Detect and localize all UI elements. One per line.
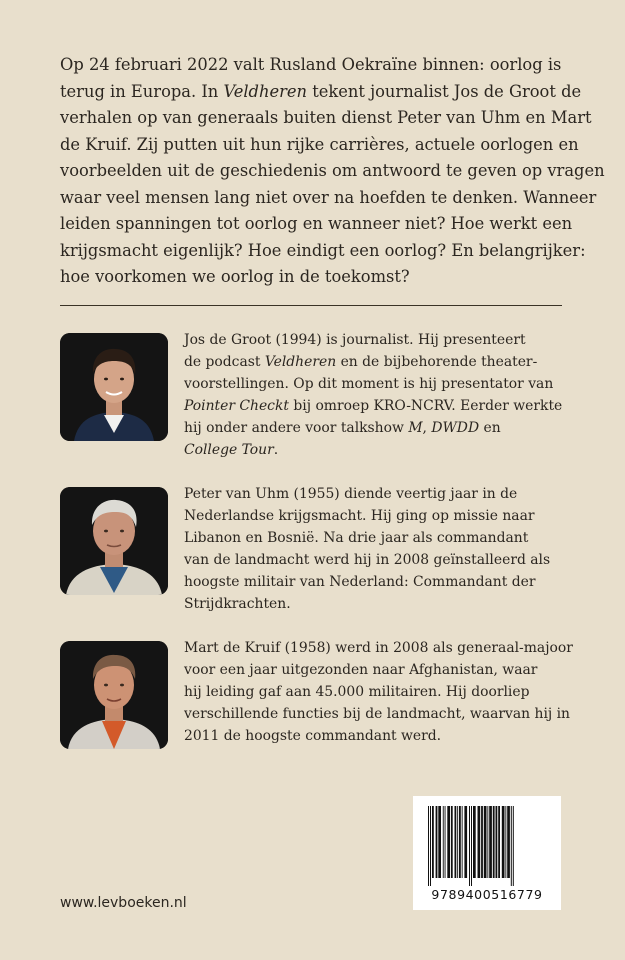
barcode-bar — [487, 806, 488, 878]
section-divider — [60, 305, 562, 306]
barcode-bar — [464, 806, 467, 878]
barcode-bar — [430, 806, 431, 886]
barcode-bar — [447, 806, 450, 878]
description-line: de Kruif. Zij putten uit hun rijke carrières, actuele oorlogen en — [60, 134, 579, 154]
bio-text: . — [273, 442, 279, 458]
portrait-icon — [60, 641, 168, 749]
publisher-website: www.levboeken.nl — [60, 895, 187, 911]
bio-line — [184, 593, 584, 615]
barcode-bar — [502, 806, 505, 878]
barcode-bar — [443, 806, 444, 878]
barcode-bar — [507, 806, 510, 878]
description-line: krijgsmacht eigenlijk? Hoe eindigt een oorlog? En belangrijker: — [60, 240, 586, 260]
barcode-bar — [471, 806, 472, 886]
bio-italic-title: M — [408, 420, 423, 436]
barcode-bar — [473, 806, 476, 878]
barcode-bar — [481, 806, 483, 878]
description-text: tekent journalist Jos de Groot de — [307, 81, 582, 101]
description-line: voorbeelden uit de geschiedenis om antwoord te geven op vragen — [60, 161, 605, 180]
bio-text: en — [479, 420, 501, 436]
barcode-bar — [432, 806, 434, 878]
barcode-bar — [478, 806, 481, 878]
barcode-bar — [462, 806, 463, 878]
barcode-bar — [451, 806, 453, 878]
barcode-bar — [484, 806, 487, 878]
author-photo — [60, 487, 168, 595]
barcode-bar — [513, 806, 514, 886]
bio-line — [184, 439, 584, 461]
barcode-bar — [505, 806, 506, 878]
barcode-bar — [469, 806, 470, 886]
barcode-bar — [496, 806, 498, 878]
book-description — [60, 52, 605, 291]
barcode-icon — [426, 806, 548, 886]
description-text: terug in Europa. In — [60, 81, 224, 101]
portrait-icon — [60, 487, 168, 595]
bio-text: hij onder andere voor talkshow — [184, 420, 409, 436]
bio-text: Strijdkrachten. — [184, 596, 291, 612]
bio-text: Nederlandse krijgsmacht. Hij ging op missie naar — [184, 508, 535, 524]
author-bio — [184, 329, 584, 461]
author-bio — [184, 637, 584, 747]
bio-line — [184, 681, 584, 703]
bio-text: van de landmacht werd hij in 2008 geïnstalleerd als — [184, 552, 551, 568]
bio-text: en de bijbehorende theater- — [336, 354, 538, 370]
bio-text: verschillende functies bij de landmacht, waarvan hij in — [184, 706, 571, 722]
bio-text: hoogste militair van Nederland: Commandant der — [184, 574, 536, 590]
author-photo — [60, 333, 168, 441]
description-line: verhalen op van generaals buiten dienst Peter van Uhm en Mart — [60, 108, 592, 127]
bio-line — [184, 373, 584, 395]
author-photo — [60, 641, 168, 749]
bio-line — [184, 329, 584, 351]
bio-text: Peter van Uhm (1955) diende veertig jaar in de — [184, 486, 518, 502]
barcode-bar — [428, 806, 429, 886]
bio-text: voor een jaar uitgezonden naar Afghanistan, waar — [184, 662, 538, 678]
bio-text: voorstellingen. Op dit moment is hij presentator van — [184, 376, 554, 392]
barcode-bar — [455, 806, 457, 878]
barcode-bar — [493, 806, 495, 878]
description-line — [60, 79, 582, 106]
barcode-bar — [459, 806, 461, 878]
bio-line — [184, 549, 584, 571]
bio-line — [184, 703, 584, 725]
bio-line — [184, 483, 584, 505]
bio-line — [184, 527, 584, 549]
bio-italic-title: Veldheren — [264, 354, 337, 370]
barcode-bar — [438, 806, 441, 878]
bio-line — [184, 637, 584, 659]
bio-text: de podcast — [184, 354, 265, 370]
bio-line — [184, 659, 584, 681]
barcode-bar — [457, 806, 458, 878]
isbn-number: 9789400516779 — [431, 887, 543, 902]
portrait-icon — [60, 333, 168, 441]
bio-text: Libanon en Bosnië. Na drie jaar als commandant — [184, 530, 529, 546]
isbn-barcode — [413, 796, 561, 910]
bio-line — [184, 505, 584, 527]
description-line: Op 24 februari 2022 valt Rusland Oekraïne binnen: oorlog is — [60, 55, 562, 74]
bio-line — [184, 571, 584, 593]
bio-italic-title: College Tour — [184, 442, 274, 458]
bio-text: 2011 de hoogste commandant werd. — [184, 728, 442, 744]
bio-text: bij omroep KRO-NCRV. Eerder werkte — [288, 398, 563, 414]
bio-text: Jos de Groot (1994) is journalist. Hij presenteert — [184, 332, 526, 348]
bio-line — [184, 351, 584, 373]
barcode-bar — [489, 806, 492, 878]
book-title-italic: Veldheren — [223, 81, 308, 101]
bio-italic-title: Pointer Checkt — [184, 398, 289, 414]
barcode-bar — [511, 806, 512, 886]
bio-line — [184, 417, 584, 439]
barcode-bar — [436, 806, 438, 878]
description-line: waar veel mensen lang niet over na hoefden te denken. Wanneer — [60, 187, 597, 207]
bio-text: , — [422, 420, 432, 436]
bio-line — [184, 395, 584, 417]
barcode-bar — [445, 806, 446, 878]
bio-italic-title: DWDD — [431, 420, 480, 436]
bio-text: Mart de Kruif (1958) werd in 2008 als generaal-majoor — [184, 640, 573, 656]
bio-text: hij leiding gaf aan 45.000 militairen. Hij doorliep — [184, 684, 530, 700]
description-line: leiden spanningen tot oorlog en wanneer niet? Hoe werkt een — [60, 214, 573, 233]
barcode-bar — [498, 806, 500, 878]
description-line: hoe voorkomen we oorlog in de toekomst? — [60, 267, 410, 286]
author-bio — [184, 483, 584, 615]
bio-line — [184, 725, 584, 747]
